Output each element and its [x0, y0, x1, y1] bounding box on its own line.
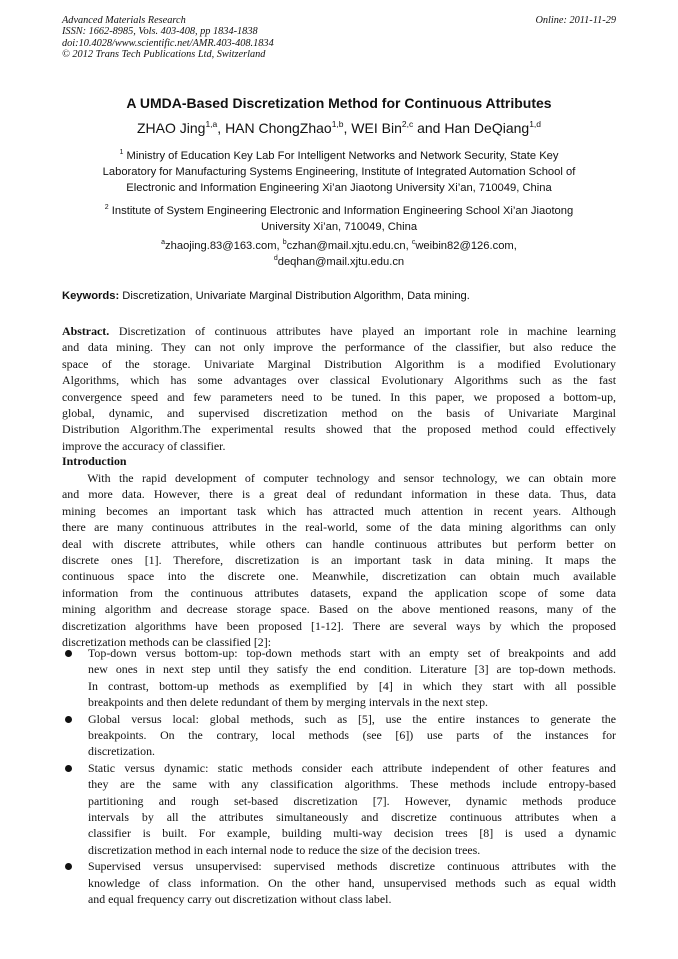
abstract-line: Distribution Algorithm.The experimental results showed that the proposed method could effectively: [62, 422, 616, 437]
author-list: [62, 120, 616, 136]
intro-line: deal with discrete attributes, while others can handle continuous attributes but perform better on: [62, 536, 616, 551]
keywords-text: Discretization, Univariate Marginal Distribution Algorithm, Data mining.: [119, 290, 470, 302]
intro-line: discretization algorithms have been proposed [1-12]. There are several ways by which the proposed: [62, 618, 616, 633]
intro-line: continuous space into the discrete one. Meanwhile, discretization can obtain much available: [62, 569, 616, 584]
bullet-icon: [65, 765, 72, 772]
journal-name: Advanced Materials Research: [62, 15, 186, 26]
intro-line: discrete ones [1]. Therefore, discretization is an important task in data mining. It maps the: [62, 553, 616, 568]
email-block: [62, 238, 616, 270]
author-name: HAN ChongZhao: [225, 120, 332, 136]
author-sup: 2,c: [401, 119, 414, 129]
bullet-line: partitioning and rough set-based discretization [7]. However, dynamic methods produce: [88, 793, 616, 808]
bullet-line: they are the same with any classification algorithms. These methods include entropy-based: [88, 777, 616, 792]
bullet-line: discretization method in each internal node to reduce the size of the decision trees.: [88, 842, 481, 857]
bullet-line: and equal frequency carry out discretization without class label.: [88, 892, 392, 907]
author-sup: 1,b: [331, 119, 344, 129]
intro-line: there are many continuous attributes in the real-world, some of the data mining algorithms can only: [62, 520, 616, 535]
author-sep: and: [413, 120, 445, 136]
email-sup: d: [273, 255, 278, 262]
bullet-line: breakpoints. On the contrary, local methods (see [6]) use parts of the instances for: [88, 728, 616, 743]
list-item: [62, 645, 616, 711]
bullet-line: classifier is built. For example, building multi-way decision trees [8] is used a dynamic: [88, 826, 616, 841]
abstract-line: improve the accuracy of classifier.: [62, 438, 226, 453]
intro-line: With the rapid development of computer technology and sensor technology, we can obtain more: [62, 471, 616, 485]
bullet-line: new ones in next step until they satisfy the end condition. Literature [3] are top-down methods.: [88, 662, 616, 677]
online-date: Online: 2011-11-29: [535, 15, 616, 26]
abstract-line: convergence speed and few parameters need to be tuned. In this paper, we proposed a bottom-up,: [62, 389, 616, 404]
affiliation-line: Laboratory for Manufacturing Systems Engineering, Institute of Integrated Automation School of: [102, 166, 576, 178]
bullet-icon: [65, 863, 72, 870]
introduction-paragraph: [62, 470, 616, 650]
affiliation-number: 1: [119, 149, 124, 156]
bullet-line: intervals by all the attributes simultaneously and discretize continuous attributes when a: [88, 810, 616, 825]
bullet-line: knowledge of class information. On the other hand, unsupervised methods such as equal width: [88, 875, 616, 890]
list-item: [62, 858, 616, 907]
list-item: [62, 760, 616, 858]
email-address: weibin82@126.com,: [415, 240, 517, 252]
email-sup: a: [161, 239, 166, 246]
bullet-line: Supervised versus unsupervised: supervised methods discretize continuous attributes with the: [88, 859, 616, 874]
bullet-line: Static versus dynamic: static methods consider each attribute independent of other features and: [88, 760, 616, 775]
abstract-label: Abstract.: [62, 324, 110, 338]
journal-header: [62, 15, 616, 61]
affiliation-1: [62, 148, 616, 196]
affiliation-2: [62, 203, 616, 235]
author-sup: 1,d: [529, 119, 542, 129]
intro-line: discretization methods can be classified [2]:: [62, 635, 272, 650]
bullet-line: Global versus local: global methods, such as [5], use the entire instances to generate the: [88, 711, 616, 726]
abstract: [62, 323, 616, 454]
email-address: zhaojing.83@163.com,: [165, 240, 283, 252]
abstract-line: and data mining. They can not only improve the performance of the classifier, but also reduce the: [62, 340, 616, 355]
doi-line: doi:10.4028/www.scientific.net/AMR.403-408.1834: [62, 37, 274, 49]
keywords-line: [62, 290, 616, 302]
abstract-line: Algorithms, which has some advantages over classical Evolutionary Algorithms such as the fast: [62, 373, 616, 388]
author-sep: ,: [343, 120, 352, 136]
email-address: czhan@mail.xjtu.edu.cn,: [286, 240, 412, 252]
intro-line: and more data. However, there is a great deal of redundant information in these data. Thus, data: [62, 487, 616, 502]
bullet-list: [62, 645, 616, 908]
abstract-line: Discretization of continuous attributes have played an important role in machine learning: [109, 324, 616, 338]
affiliation-number: 2: [104, 204, 109, 211]
author-name: ZHAO Jing: [136, 120, 206, 136]
abstract-line: global, dynamic, and supervised discretization method on the basis of Univariate Marginal: [62, 406, 616, 421]
email-sup: b: [282, 239, 287, 246]
bullet-line: breakpoints and then delete redundant of them by merging intervals in the next step.: [88, 695, 488, 710]
abstract-line: space of the storage. Univariate Marginal Distribution Algorithm is a modified Evolutionary: [62, 356, 616, 371]
intro-line: information from the continuous attributes datasets, expand the application scope of some data: [62, 585, 616, 600]
author-sup: 1,a: [205, 119, 218, 129]
email-sup: c: [411, 239, 416, 246]
bullet-line: Top-down versus bottom-up: top-down methods start with an empty set of breakpoints and add: [88, 646, 616, 660]
list-item: [62, 711, 616, 760]
author-sep: ,: [217, 120, 226, 136]
bullet-line: discretization.: [88, 744, 156, 759]
affiliation-line: University Xi’an, 710049, China: [260, 221, 418, 233]
issn-line: ISSN: 1662-8985, Vols. 403-408, pp 1834-1838: [62, 26, 258, 38]
author-name: WEI Bin: [351, 120, 402, 136]
paper-title: A UMDA-Based Discretization Method for Continuous Attributes: [126, 95, 552, 111]
email-address: deqhan@mail.xjtu.edu.cn: [277, 256, 405, 268]
bullet-line: In contrast, bottom-up methods as exemplified by [4] in which they start with all possible: [88, 678, 616, 693]
intro-line: mining becomes an important task which has attracted much attention in recent years. Although: [62, 503, 616, 518]
affiliation-line: Institute of System Engineering Electronic and Information Engineering School Xi’an Jiaotong: [111, 205, 574, 217]
bullet-icon: [65, 716, 72, 723]
intro-line: mining algorithm and decrease storage space. Based on the above mentioned reasons, many of the: [62, 602, 616, 617]
affiliation-line: Electronic and Information Engineering Xi’an Jiaotong University Xi’an, 710049, China: [126, 182, 552, 194]
author-name: Han DeQiang: [444, 120, 530, 136]
keywords-label: Keywords:: [62, 290, 120, 302]
section-heading-introduction: Introduction: [62, 454, 127, 468]
affiliation-line: Ministry of Education Key Lab For Intelligent Networks and Network Security, State Key: [126, 150, 559, 162]
bullet-icon: [65, 650, 72, 657]
copyright-line: © 2012 Trans Tech Publications Ltd, Switzerland: [62, 49, 266, 61]
